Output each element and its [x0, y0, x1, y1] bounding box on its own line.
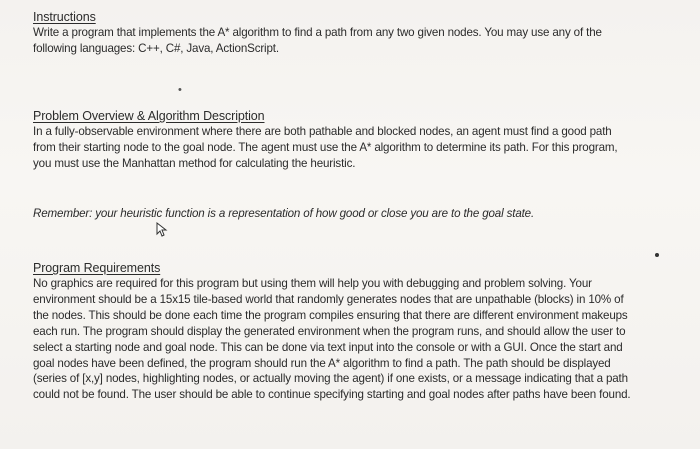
- requirements-line: each run. The program should display the generated environment when the program runs, and should allow the user to: [33, 324, 626, 338]
- pointer-cursor-icon: [152, 221, 170, 239]
- overview-line: you must use the Manhattan method for calculating the heuristic.: [33, 156, 356, 170]
- requirements-line: could not be found. The user should be able to continue specifying starting and goal nodes after paths have been found.: [33, 388, 631, 402]
- remember-section: [33, 206, 673, 222]
- instructions-text: [33, 25, 673, 57]
- stray-mark: •: [178, 84, 182, 96]
- remember-text: [33, 206, 673, 222]
- requirements-line: select a starting node and goal node. This can be done via text input into the console or with a GUI. Once the start and: [33, 340, 623, 354]
- requirements-line: the nodes. This should be done each time the program compiles ensuring that there are different environment makeups: [33, 308, 628, 322]
- instructions-section: [33, 9, 673, 57]
- instructions-line: following languages: C++, C#, Java, ActionScript.: [33, 41, 279, 55]
- requirements-line: (series of [x,y] nodes, highlighting nodes, or actually moving the agent) if one exists, or a message indicating that a path: [33, 372, 628, 386]
- overview-line: In a fully-observable environment where there are both pathable and blocked nodes, an agent must find a good path: [33, 125, 612, 138]
- overview-heading: Problem Overview & Algorithm Description: [33, 109, 265, 123]
- stray-dot: [655, 253, 659, 257]
- overview-section: [33, 108, 673, 172]
- instructions-heading: Instructions: [33, 10, 96, 24]
- requirements-section: [33, 260, 673, 403]
- requirements-line: No graphics are required for this program but using them will help you with debugging and problem solving. Your: [33, 277, 592, 290]
- requirements-text: [33, 276, 673, 403]
- overview-line: from their starting node to the goal node. The agent must use the A* algorithm to determine its path. For this program,: [33, 140, 618, 154]
- requirements-line: environment should be a 15x15 tile-based world that randomly generates nodes that are unpathable (blocks) in 10% of: [33, 292, 624, 306]
- overview-text: [33, 124, 673, 172]
- remember-line: Remember: your heuristic function is a representation of how good or close you are to the goal state.: [33, 207, 535, 220]
- requirements-heading: Program Requirements: [33, 261, 161, 275]
- requirements-line: goal nodes have been defined, the program should run the A* algorithm to find a path. The path should be displayed: [33, 356, 611, 370]
- instructions-line: Write a program that implements the A* algorithm to find a path from any two given nodes. You may use any of the: [33, 26, 602, 39]
